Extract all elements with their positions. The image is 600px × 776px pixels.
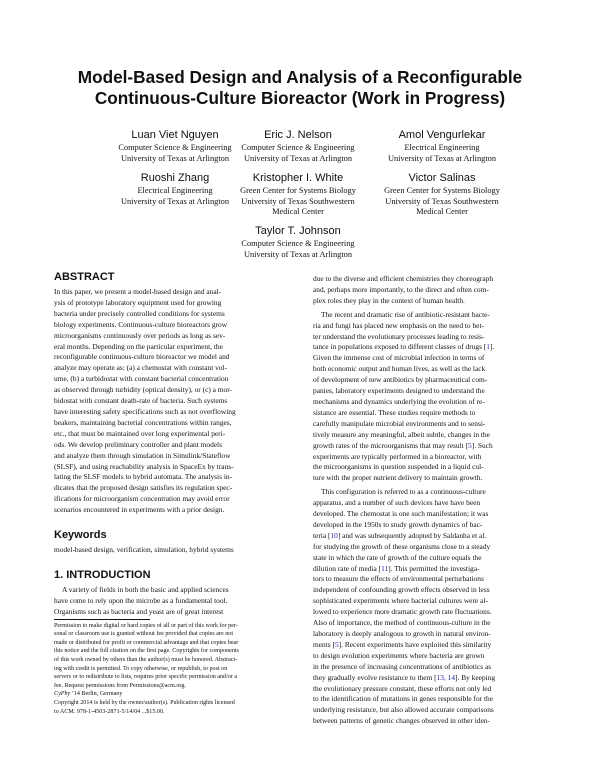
text-line [313,662,541,673]
keywords-heading: Keywords [54,529,107,542]
text-line [313,564,541,575]
text-segment: lowed to experience more dramatic growth rate fluctuations. [313,607,492,617]
text-line [313,462,541,473]
abstract-heading: ABSTRACT [54,271,115,283]
text-segment: mechanisms and dynamics underlying the evolution of re- [313,396,485,406]
text-segment: between patterns of genetic changes observed in other iden- [313,716,490,726]
intro-text [54,585,282,618]
text-line: ysis of prototype laboratory equipment used for growing [54,297,222,307]
author-affiliation: University of Texas Southwestern [241,196,355,206]
author-name: Victor Salinas [408,172,476,184]
text-line: dicates that the proposed design satisfies its regulation spec- [54,483,233,493]
text-segment: The recent and dramatic rise of antibiotic-resistant bacte- [321,309,490,319]
text-line: ods. We develop preliminary controller and plant models [54,439,222,449]
text-line: sonal or classroom use is granted without fee provided that copies are not [54,631,234,638]
text-segment: the microorganisms in question suspended in a liquid cul- [313,462,484,472]
text-line: Copyright 2014 is held by the owner/author(s). Publication rights licensed [54,700,235,706]
paragraph [313,310,541,485]
text-segment: carefully manipulate microbial environments and to sensi- [313,418,486,428]
author-affiliation: Green Center for Systems Biology [240,186,356,195]
text-segment: ]. [490,342,495,352]
text-line [313,353,541,364]
text-segment: ]. By keeping [455,672,496,682]
text-line: In this paper, we present a model-based design and anal- [54,287,222,296]
text-segment: Also of importance, the method of continuous-culture in the [313,618,491,628]
text-line: ifications for microorganism concentration may avoid error [54,494,230,504]
text-line [313,596,541,607]
text-line: of this work owned by others than the author(s) must be honored. Abstract- [54,657,238,664]
text-line [313,607,541,618]
text-segment: ture with the proper nutrient delivery to maintain growth. [313,473,483,483]
paper-title [40,67,560,109]
text-segment: experiments are typically performed in a bioreactor, with [313,451,482,461]
author-affiliation: Computer Science & Engineering [241,239,355,248]
text-line: ume, (b) a turbidostat with constant bacterial concentration [54,374,229,384]
citation-link[interactable]: 1 [486,342,490,352]
text-line: and, perhaps more importantly, to the direct and often com- [313,284,489,294]
author-affiliation: University of Texas at Arlington [387,153,497,163]
text-line [313,375,541,386]
text-line [313,542,541,553]
citation-link[interactable]: 11 [381,563,389,573]
author-name: Ruoshi Zhang [140,172,210,184]
text-segment: This configuration is referred to as a continuous-culture [321,487,486,497]
text-line [313,342,541,353]
text-line [313,684,541,695]
author-name: Kristopher I. White [252,172,344,184]
text-line: (SLSF), and using reachability analysis in SpaceEx by trans- [54,461,234,471]
text-line: have come to rely upon the microbe as a fundamental tool. [54,595,228,605]
author-affiliation: University of Texas at Arlington [243,153,353,163]
text-segment: ria and fungi has placed new emphasis on the need to bet- [313,320,484,330]
text-line: eral months. Depending on the particular experiment, the [54,341,223,351]
text-line: scenarios encountered in experiments with a prior design. [54,505,225,515]
text-line: have interesting safety specifications such as not overflowing [54,406,236,416]
text-segment: both economic output and human lives, as well as the lack [313,364,486,374]
author-affiliation: Green Center for Systems Biology [384,186,500,195]
venue-name: CyPhy [54,691,71,698]
text-line [313,441,541,452]
text-line: bacteria under precisely controlled conditions for systems [54,308,225,318]
text-line [313,618,541,629]
author-block [213,224,383,260]
text-segment: developed. The chemostat is one such manifestation; it was [313,509,489,519]
text-line [313,419,541,430]
text-segment: to design evolution experiments where bacteria are grown [313,650,485,660]
text-line [313,553,541,564]
text-segment: laboratory is deeply analogous to growth in natural environ- [313,629,491,638]
text-line: ing with credit is permitted. To copy otherwise, or republish, to post on [54,665,228,672]
author-affiliation: Electrical Engineering [404,143,480,152]
permission-footnote [54,622,282,717]
text-segment: underlying resistance, but also allowed accurate comparisons [313,705,494,715]
text-segment: dilution rate of media [ [313,563,382,573]
text-line [313,629,541,640]
text-line [313,585,541,596]
text-line [313,673,541,684]
paragraph [313,487,541,727]
text-line: bidostat with constant death-rate of bacteria. Such systems [54,396,228,406]
author-affiliation: Computer Science & Engineering [241,143,355,152]
venue-details: ’14 Berlin, Germany [70,691,123,698]
paragraph [313,274,541,307]
text-segment: tance in populations exposed to different classes of drugs [ [313,342,487,352]
text-segment: ] and was subsequently adopted by Saldanha et al. [337,530,487,540]
text-line: biology experiments. Continuous-culture bioreactors grow [54,319,228,329]
text-line: microorganisms continuously over periods as long as sev- [54,330,226,340]
citation-link[interactable]: 5 [468,440,472,450]
text-segment: for studying the growth of these organisms close to a steady [313,541,491,551]
text-line: made or distributed for profit or commercial advantage and that copies bear [54,639,239,646]
text-line [313,705,541,716]
text-line [313,509,541,520]
text-segment: tively measure any meaningful, albeit subtle, changes in the [313,429,490,439]
text-segment: state in which the rate of growth of the culture equals the [313,552,482,562]
text-line: Permission to make digital or hard copies of all or part of this work for per- [54,622,238,629]
text-line: to ACM. 978-1-4503-2871-5/14/04 ...$15.00. [54,708,165,715]
title-line: Continuous-Culture Bioreactor (Work in Progress) [94,88,506,108]
text-line [313,430,541,441]
text-line: fee. Request permissions from Permissions@acm.org. [54,682,186,689]
text-line: A variety of fields in both the basic and applied sciences [62,584,229,594]
author-name: Taylor T. Johnson [255,225,341,237]
text-line [313,640,541,651]
text-line [313,332,541,343]
keywords-text [54,545,282,556]
text-line: reconfigurable continuous-culture bioreactor we model and [54,352,230,362]
text-line [313,310,541,321]
text-segment: ]. Such [471,440,493,450]
text-segment: sophisticated experiments where bacterial cultures were al- [313,596,488,606]
author-name: Amol Vengurlekar [398,129,486,141]
text-line: Organisms such as bacteria and yeast are of great interest [54,606,224,616]
author-affiliation: University of Texas at Arlington [243,249,353,259]
text-segment: ter understand the evolutionary processes leading to resis- [313,331,485,341]
text-segment: ]. This permitted the investiga- [388,563,480,573]
text-segment: apparatus, and a number of such devices have have been [313,498,481,508]
text-line: plex roles they play in the context of human health. [313,295,465,305]
citation-link[interactable]: 10 [330,530,338,540]
footnote-rule [54,619,150,620]
venue-line [54,690,282,699]
text-line [313,520,541,531]
text-line [313,397,541,408]
text-segment: in the presence of increasing concentrations of antibiotics as [313,661,492,671]
text-segment: they gradually evolve resistance to them [ [313,672,437,682]
text-segment: independent of confounding growth effects observed in less [313,585,490,595]
text-line [313,487,541,498]
text-line: as observed through turbidity (optical density), or (c) a mor- [54,385,232,395]
text-line [313,651,541,662]
text-line [313,321,541,332]
text-line [313,408,541,419]
text-segment: ments [ [313,639,335,649]
text-line: this notice and the full citation on the first page. Copyrights for components [54,648,239,655]
intro-heading: 1. INTRODUCTION [54,568,151,581]
text-line: etc., that must be maintained over long experimental peri- [54,428,226,438]
text-line [313,473,541,484]
author-affiliation: University of Texas Southwestern [385,196,499,206]
author-affiliation: Medical Center [272,207,324,217]
text-line: model-based design, verification, simulation, hybrid systems [54,545,234,555]
author-name: Eric J. Nelson [264,129,332,141]
author-block [357,128,527,164]
citation-link[interactable]: 13, 14 [436,672,456,682]
citation-link[interactable]: 5 [334,639,339,649]
left-column [54,270,282,716]
text-line [313,716,541,727]
text-line [313,694,541,705]
text-segment: ]. Recent experiments have exploited this similarity [338,639,492,649]
text-line: servers or to redistribute to lists, requires prior specific permission and/or a [54,674,238,681]
author-name: Luan Viet Nguyen [131,129,219,141]
text-segment: to the identification of mutations in genes responsible for the [313,694,494,704]
text-segment: panies, laboratory experiments designed to understand the [313,386,485,396]
text-line [313,386,541,397]
text-segment: tors to measure the effects of environmental perturbations [313,574,484,584]
text-segment: Given the immense cost of microbial infection in terms of [313,353,485,363]
text-line: due to the diverse and efficient chemistries they choreograph [313,274,494,283]
text-line: lating the SLSF models to hybrid automata. The analysis in- [54,472,233,482]
author-affiliation: University of Texas at Arlington [120,153,230,163]
text-line [313,498,541,509]
text-line [313,452,541,463]
text-line [313,364,541,375]
text-line: analyze may operate as: (a) a chemostat with constant vol- [54,363,227,373]
text-line: and analyze them through simulation in Simulink/Stateflow [54,450,231,460]
text-segment: of development of new antibiotics by pharmaceutical com- [313,375,488,385]
text-line [313,531,541,542]
author-block [357,171,527,218]
author-affiliation: Computer Science & Engineering [118,143,232,152]
text-segment: the evolutionary pressure constant, these efforts not only led [313,683,492,693]
author-affiliation: Medical Center [416,207,468,217]
text-line [313,574,541,585]
text-segment: developed in the 1950s to study growth dynamics of bac- [313,519,483,529]
right-column [313,274,541,727]
text-segment: growth rates of the microorganisms that may result [ [313,440,469,450]
text-line: beakers, maintaining bacterial concentrations within ranges, [54,417,232,427]
title-line: Model-Based Design and Analysis of a Reconfigurable [77,67,523,87]
abstract-text [54,287,282,516]
text-segment: sistance are essential. These studies require methods to [313,407,476,417]
text-segment: teria [ [313,530,331,540]
author-affiliation: Electrical Engineering [137,186,213,195]
author-affiliation: University of Texas at Arlington [120,196,230,206]
